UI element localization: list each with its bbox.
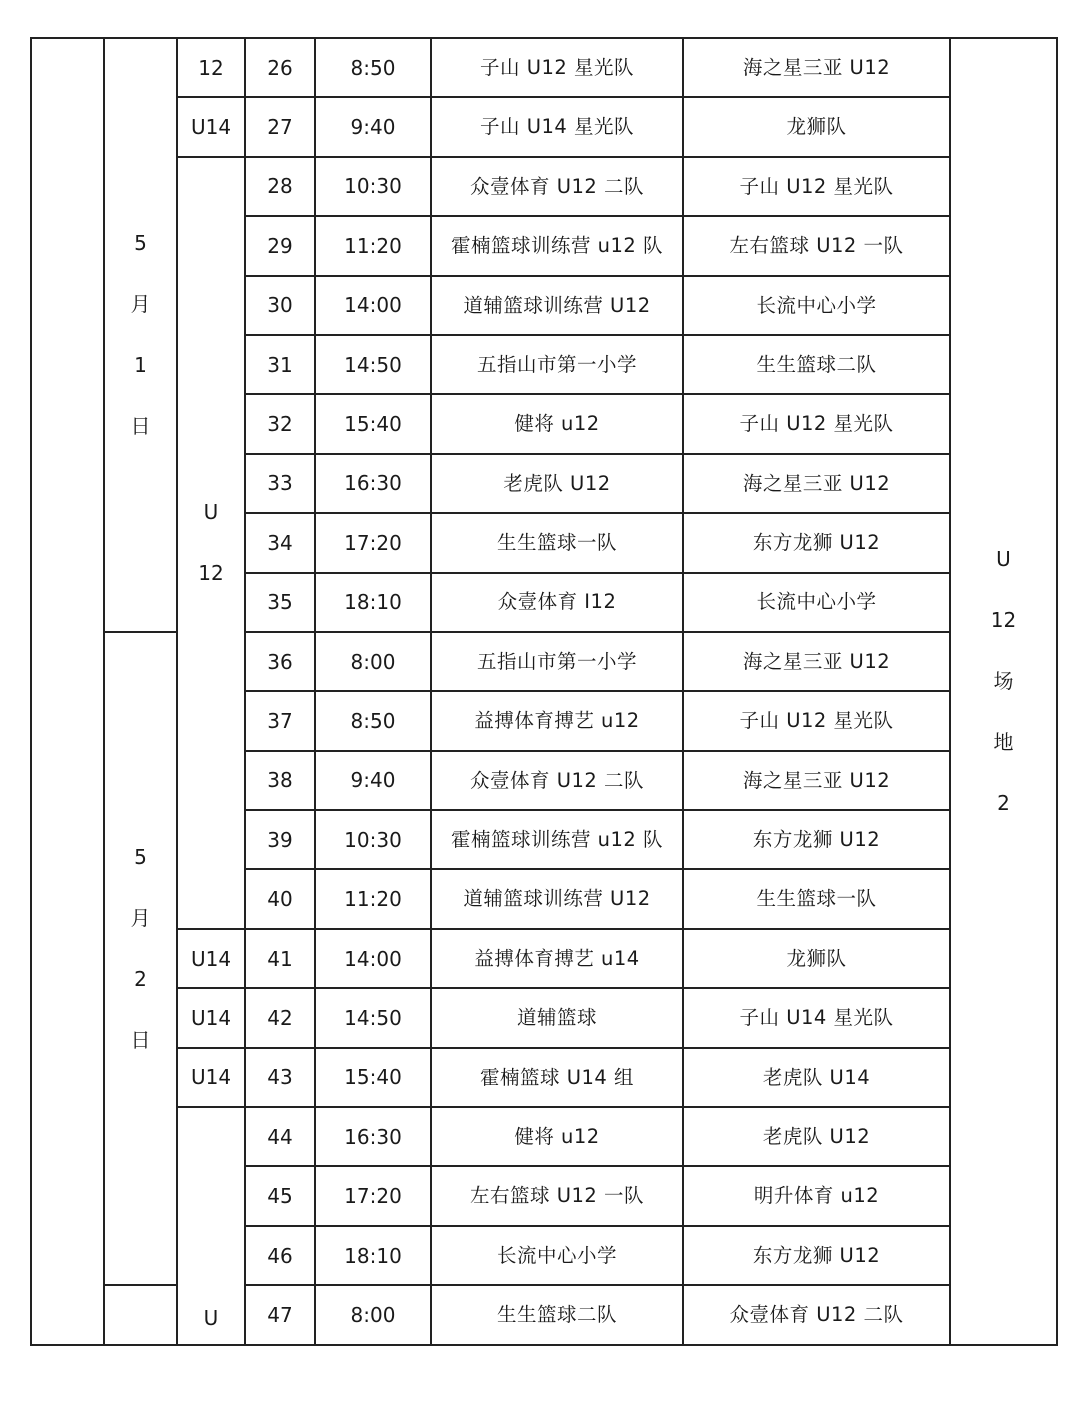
match-time: 16:30 <box>315 454 431 513</box>
match-number: 31 <box>245 335 315 394</box>
match-time: 8:50 <box>315 691 431 750</box>
table-row <box>31 929 1057 988</box>
match-number: 26 <box>245 38 315 97</box>
team-b: 东方龙狮 U12 <box>683 810 950 869</box>
match-time: 14:50 <box>315 988 431 1047</box>
match-number: 33 <box>245 454 315 513</box>
team-a: 子山 U12 星光队 <box>431 38 683 97</box>
team-b: 老虎队 U14 <box>683 1048 950 1107</box>
schedule-table <box>30 37 1058 1346</box>
team-b: 海之星三亚 U12 <box>683 38 950 97</box>
match-number: 38 <box>245 751 315 810</box>
team-a: 生生篮球二队 <box>431 1285 683 1344</box>
match-number: 36 <box>245 632 315 691</box>
match-time: 16:30 <box>315 1107 431 1166</box>
table-row <box>31 1048 1057 1107</box>
team-b: 龙狮队 <box>683 929 950 988</box>
match-time: 17:20 <box>315 513 431 572</box>
team-b: 左右篮球 U12 一队 <box>683 216 950 275</box>
match-time: 9:40 <box>315 97 431 156</box>
match-time: 11:20 <box>315 216 431 275</box>
match-time: 8:50 <box>315 38 431 97</box>
team-a: 霍楠篮球训练营 u12 队 <box>431 810 683 869</box>
match-time: 10:30 <box>315 157 431 216</box>
team-a: 健将 u12 <box>431 394 683 453</box>
team-a: 道辅篮球 <box>431 988 683 1047</box>
match-time: 15:40 <box>315 394 431 453</box>
team-a: 霍楠篮球训练营 u12 队 <box>431 216 683 275</box>
group-cell: U14 <box>177 988 245 1047</box>
team-a: 长流中心小学 <box>431 1226 683 1285</box>
match-time: 18:10 <box>315 573 431 632</box>
team-a: 左右篮球 U12 一队 <box>431 1166 683 1225</box>
table-row <box>31 157 1057 216</box>
match-number: 45 <box>245 1166 315 1225</box>
match-number: 46 <box>245 1226 315 1285</box>
team-a: 子山 U14 星光队 <box>431 97 683 156</box>
match-number: 28 <box>245 157 315 216</box>
match-time: 17:20 <box>315 1166 431 1225</box>
team-b: 生生篮球一队 <box>683 869 950 928</box>
date-cell-may-1: 5 月 1 日 <box>104 38 177 632</box>
match-number: 29 <box>245 216 315 275</box>
team-a: 众壹体育 U12 二队 <box>431 157 683 216</box>
table-row <box>31 988 1057 1047</box>
team-b: 子山 U12 星光队 <box>683 691 950 750</box>
team-a: 五指山市第一小学 <box>431 632 683 691</box>
match-number: 42 <box>245 988 315 1047</box>
match-number: 39 <box>245 810 315 869</box>
team-a: 众壹体育 U12 二队 <box>431 751 683 810</box>
match-number: 35 <box>245 573 315 632</box>
table-row <box>31 97 1057 156</box>
group-cell: 12 <box>177 38 245 97</box>
match-number: 43 <box>245 1048 315 1107</box>
match-time: 18:10 <box>315 1226 431 1285</box>
match-number: 47 <box>245 1285 315 1344</box>
match-time: 9:40 <box>315 751 431 810</box>
match-number: 30 <box>245 276 315 335</box>
team-a: 道辅篮球训练营 U12 <box>431 869 683 928</box>
team-b: 龙狮队 <box>683 97 950 156</box>
team-a: 霍楠篮球 U14 组 <box>431 1048 683 1107</box>
date-cell-next <box>104 1285 177 1344</box>
team-a: 益搏体育搏艺 u12 <box>431 691 683 750</box>
team-b: 子山 U14 星光队 <box>683 988 950 1047</box>
group-cell: U14 <box>177 929 245 988</box>
group-cell-u12: U 12 <box>177 157 245 929</box>
match-number: 44 <box>245 1107 315 1166</box>
match-time: 14:00 <box>315 276 431 335</box>
table-row <box>31 38 1057 97</box>
match-time: 14:00 <box>315 929 431 988</box>
match-number: 34 <box>245 513 315 572</box>
team-b: 众壹体育 U12 二队 <box>683 1285 950 1344</box>
team-a: 道辅篮球训练营 U12 <box>431 276 683 335</box>
group-cell-u: U <box>177 1107 245 1345</box>
team-a: 益搏体育搏艺 u14 <box>431 929 683 988</box>
match-time: 15:40 <box>315 1048 431 1107</box>
match-number: 32 <box>245 394 315 453</box>
team-b: 长流中心小学 <box>683 276 950 335</box>
team-b: 子山 U12 星光队 <box>683 157 950 216</box>
match-time: 8:00 <box>315 632 431 691</box>
team-b: 明升体育 u12 <box>683 1166 950 1225</box>
match-time: 11:20 <box>315 869 431 928</box>
team-b: 海之星三亚 U12 <box>683 751 950 810</box>
team-b: 海之星三亚 U12 <box>683 632 950 691</box>
team-b: 子山 U12 星光队 <box>683 394 950 453</box>
match-time: 8:00 <box>315 1285 431 1344</box>
team-b: 东方龙狮 U12 <box>683 1226 950 1285</box>
blank-column-cell <box>31 38 104 1345</box>
team-b: 长流中心小学 <box>683 573 950 632</box>
match-number: 37 <box>245 691 315 750</box>
team-a: 老虎队 U12 <box>431 454 683 513</box>
team-b: 海之星三亚 U12 <box>683 454 950 513</box>
team-b: 生生篮球二队 <box>683 335 950 394</box>
match-time: 10:30 <box>315 810 431 869</box>
team-a: 健将 u12 <box>431 1107 683 1166</box>
team-a: 五指山市第一小学 <box>431 335 683 394</box>
match-number: 41 <box>245 929 315 988</box>
match-number: 27 <box>245 97 315 156</box>
field-cell: U 12 场 地 2 <box>950 38 1057 1345</box>
team-a: 众壹体育 I12 <box>431 573 683 632</box>
group-cell: U14 <box>177 1048 245 1107</box>
match-time: 14:50 <box>315 335 431 394</box>
table-row <box>31 1107 1057 1166</box>
team-b: 东方龙狮 U12 <box>683 513 950 572</box>
team-a: 生生篮球一队 <box>431 513 683 572</box>
team-b: 老虎队 U12 <box>683 1107 950 1166</box>
match-number: 40 <box>245 869 315 928</box>
group-cell: U14 <box>177 97 245 156</box>
date-cell-may-2: 5 月 2 日 <box>104 632 177 1285</box>
